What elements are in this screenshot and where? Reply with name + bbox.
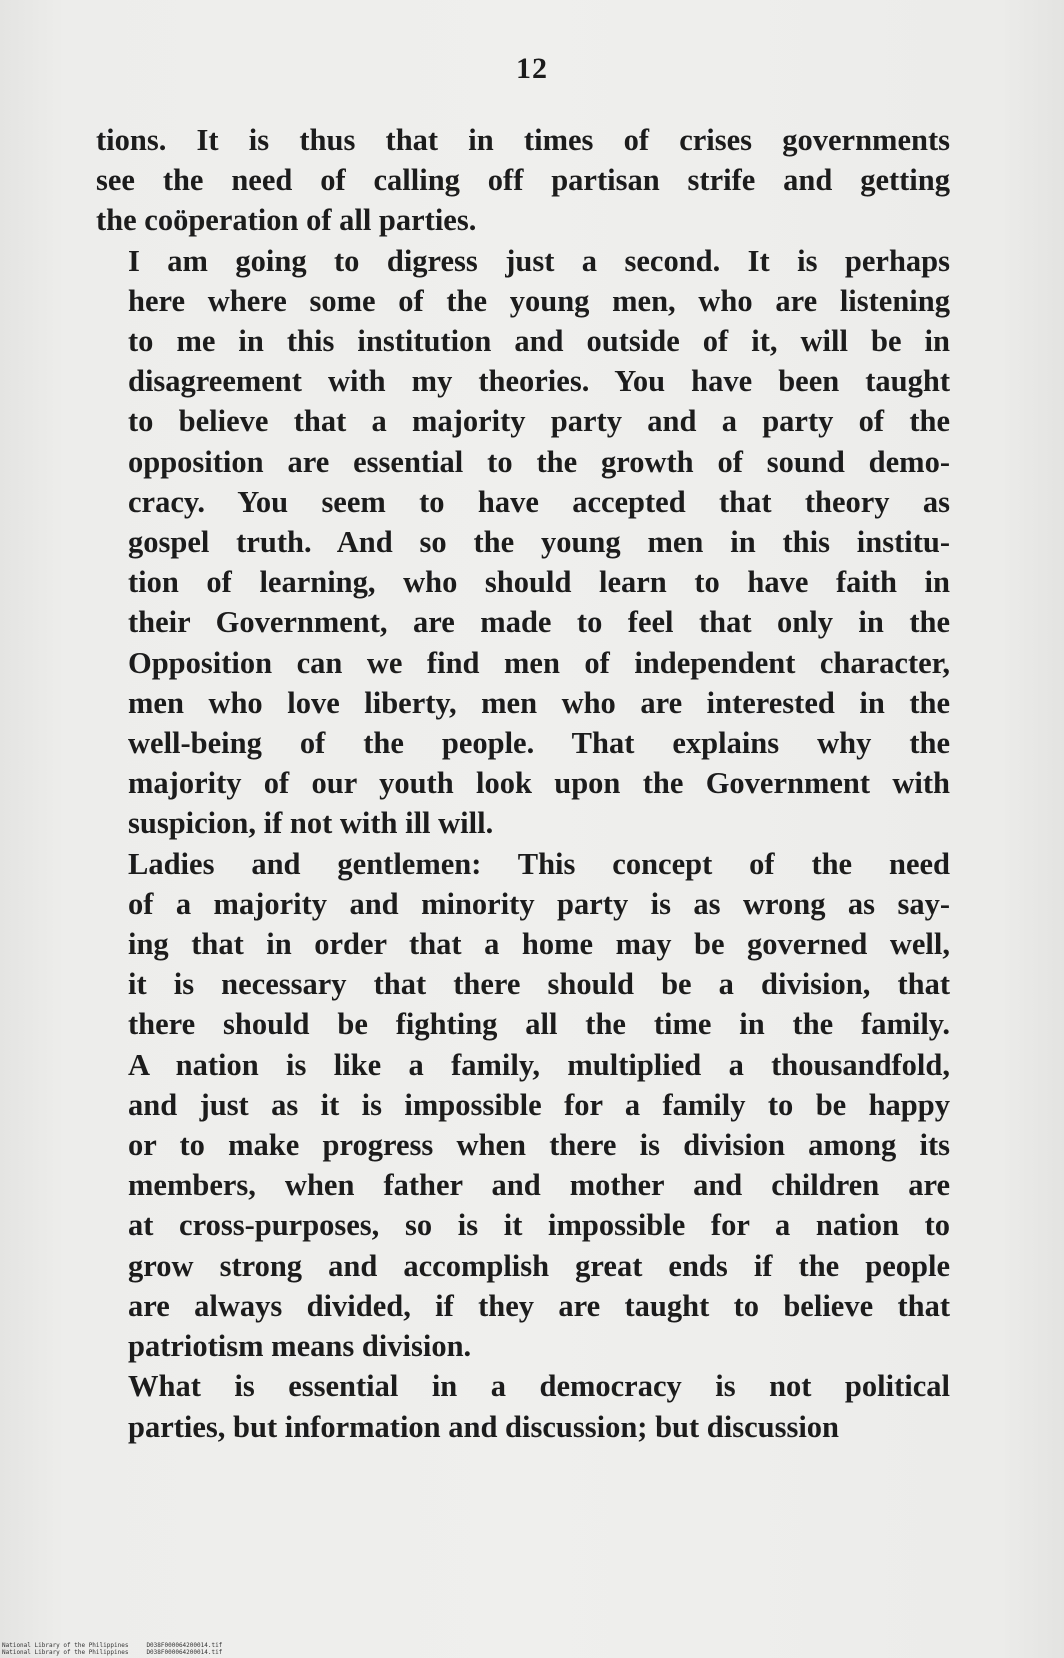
text-line: to believe that a majority party and a party of the	[128, 404, 950, 439]
footer-row	[2, 1649, 240, 1656]
footer-cell: National Library of the Philippines	[2, 1649, 129, 1656]
text-line: and just as it is impossible for a family to be happy	[128, 1087, 950, 1122]
text-line: A nation is like a family, multiplied a thousandfold,	[128, 1047, 950, 1082]
text-line: of a majority and minority party is as wrong as say-	[128, 886, 950, 921]
text-line: see the need of calling off partisan strife and getting	[96, 163, 950, 198]
scan-footer	[2, 1642, 240, 1656]
text-line: are always divided, if they are taught to believe that	[128, 1288, 950, 1323]
text-line: grow strong and accomplish great ends if the people	[128, 1248, 950, 1283]
footer-cell: National Library of the Philippines	[2, 1642, 129, 1649]
footer-cell: D038F000064200014.tif	[146, 1642, 223, 1649]
text-line: members, when father and mother and children are	[128, 1168, 950, 1203]
text-line: the coöperation of all parties.	[96, 203, 477, 238]
text-line: tions. It is thus that in times of crises governments	[96, 123, 950, 157]
text-line: disagreement with my theories. You have been taught	[128, 364, 950, 399]
paragraph	[96, 1366, 950, 1446]
text-line: suspicion, if not with ill will.	[128, 806, 494, 841]
text-line: here where some of the young men, who are listening	[128, 283, 950, 318]
text-line: men who love liberty, men who are interested in the	[128, 685, 950, 720]
text-line: ing that in order that a home may be governed well,	[128, 927, 950, 962]
text-line: opposition are essential to the growth of sound demo-	[128, 444, 950, 479]
text-line: tion of learning, who should learn to have faith in	[128, 565, 950, 600]
paragraph	[96, 844, 950, 1367]
text-line: there should be fighting all the time in the family.	[128, 1007, 950, 1042]
text-line: patriotism means division.	[128, 1329, 472, 1364]
body-text	[96, 120, 950, 1447]
text-line: well-being of the people. That explains why the	[128, 726, 950, 761]
text-line: I am going to digress just a second. It is perhaps	[128, 243, 950, 278]
text-line: What is essential in a democracy is not political	[128, 1369, 950, 1404]
page-number: 12	[516, 52, 548, 85]
paragraph	[96, 120, 950, 241]
footer-row	[2, 1642, 240, 1649]
text-line: it is necessary that there should be a division, that	[128, 967, 950, 1002]
text-line: or to make progress when there is division among its	[128, 1128, 950, 1163]
text-line: Opposition can we find men of independent character,	[128, 645, 950, 680]
text-line: their Government, are made to feel that only in the	[128, 605, 950, 640]
text-line: parties, but information and discussion; but discussion	[128, 1409, 840, 1444]
text-line: majority of our youth look upon the Government with	[128, 766, 950, 801]
text-line: at cross-purposes, so is it impossible for a nation to	[128, 1208, 950, 1243]
text-line: cracy. You seem to have accepted that theory as	[128, 484, 950, 519]
footer-cell: D038F000064200014.tif	[146, 1649, 223, 1656]
text-line: gospel truth. And so the young men in this institu-	[128, 525, 950, 560]
paragraph	[96, 241, 950, 844]
text-line: Ladies and gentlemen: This concept of the need	[128, 846, 950, 881]
text-line: to me in this institution and outside of it, will be in	[128, 324, 950, 359]
